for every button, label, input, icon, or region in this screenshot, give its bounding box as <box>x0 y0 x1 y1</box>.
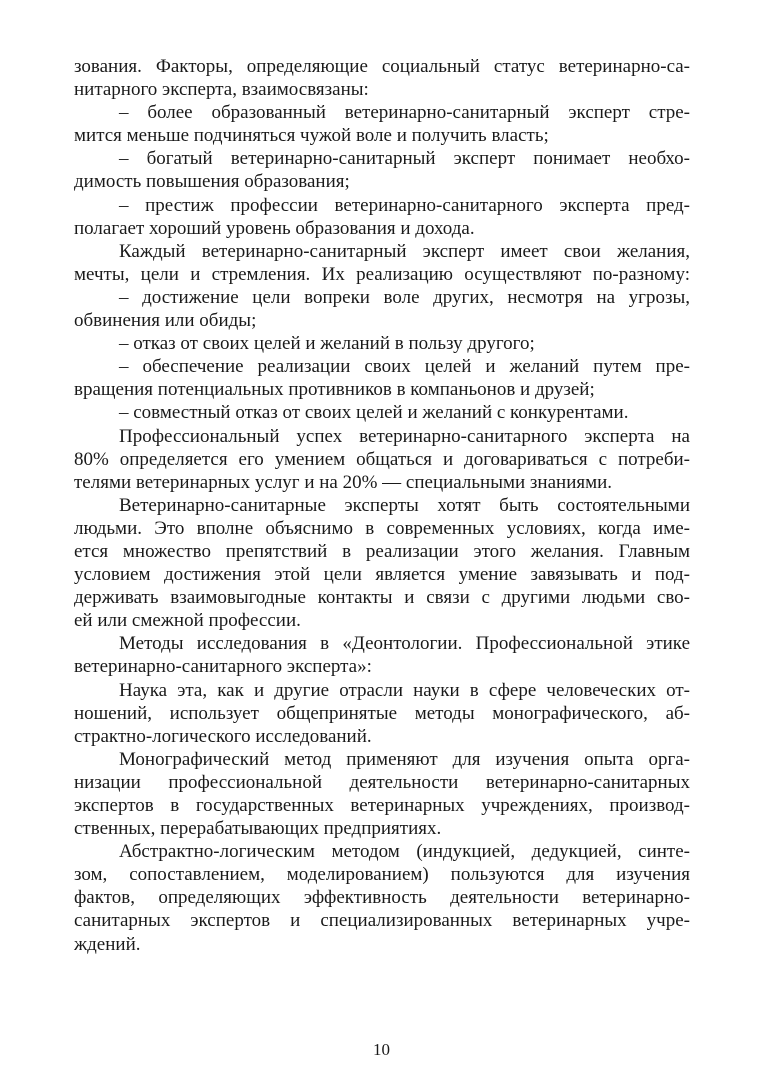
text-line: мится меньше подчиняться чужой воле и получить власть; <box>74 125 549 147</box>
text-line: ветеринарно-санитарного эксперта»: <box>74 656 372 678</box>
text-line: – совместный отказ от своих целей и желаний с конкурентами. <box>119 402 629 424</box>
text-line: ждений. <box>74 933 141 955</box>
text-line: условием достижения этой цели является умение завязывать и под- <box>74 564 690 586</box>
text-line: Профессиональный успех ветеринарно-санитарного эксперта на <box>119 425 690 447</box>
text-line: зования. Факторы, определяющие социальный статус ветеринарно-са- <box>74 56 690 77</box>
text-line: – более образованный ветеринарно-санитарный эксперт стре- <box>119 102 690 124</box>
text-line: Монографический метод применяют для изучения опыта орга- <box>119 748 690 770</box>
text-line: мечты, цели и стремления. Их реализацию осуществляют по-разному: <box>74 263 690 285</box>
text-line: экспертов в государственных ветеринарных учреждениях, производ- <box>74 795 690 816</box>
text-line: Методы исследования в «Деонтологии. Профессиональной этике <box>119 633 690 655</box>
text-line: ношений, использует общепринятые методы монографического, аб- <box>74 702 690 724</box>
text-line: зом, сопоставлением, моделированием) пользуются для изучения <box>74 864 690 886</box>
text-line: полагает хороший уровень образования и дохода. <box>74 217 475 239</box>
text-line: ется множество препятствий в реализации этого желания. Главным <box>74 540 690 562</box>
text-line: телями ветеринарных услуг и на 20% — специальными знаниями. <box>74 471 613 493</box>
text-line: 80% определяется его умением общаться и договариваться с потреби- <box>74 448 690 470</box>
text-line: нитарного эксперта, взаимосвязаны: <box>74 79 369 101</box>
body-text <box>74 55 690 956</box>
text-line: димость повышения образования; <box>74 171 350 193</box>
text-line: вращения потенциальных противников в компаньонов и друзей; <box>74 379 595 401</box>
text-line: обвинения или обиды; <box>74 310 257 332</box>
text-line: – престиж профессии ветеринарно-санитарного эксперта пред- <box>119 194 690 216</box>
text-line: Наука эта, как и другие отрасли науки в сфере человеческих от- <box>119 679 690 701</box>
text-line: – обеспечение реализации своих целей и желаний путем пре- <box>119 356 690 378</box>
text-line: – отказ от своих целей и желаний в пользу другого; <box>119 333 535 355</box>
page-number: 10 <box>373 1040 390 1059</box>
text-line: фактов, определяющих эффективность деятельности ветеринарно- <box>74 887 690 909</box>
text-line: людьми. Это вполне объяснимо в современных условиях, когда име- <box>74 517 690 539</box>
text-line: Абстрактно-логическим методом (индукцией, дедукцией, синте- <box>119 841 690 863</box>
text-line: санитарных экспертов и специализированных ветеринарных учре- <box>74 910 690 932</box>
text-line: ственных, перерабатывающих предприятиях. <box>74 818 442 840</box>
text-line: – богатый ветеринарно-санитарный эксперт понимает необхо- <box>119 148 690 170</box>
text-line: низации профессиональной деятельности ветеринарно-санитарных <box>74 771 690 793</box>
text-line: ей или смежной профессии. <box>74 610 301 632</box>
text-line: Каждый ветеринарно-санитарный эксперт имеет свои желания, <box>119 240 690 262</box>
text-line: держивать взаимовыгодные контакты и связи с другими людьми сво- <box>74 587 690 609</box>
text-line: страктно-логического исследований. <box>74 725 372 747</box>
text-line: Ветеринарно-санитарные эксперты хотят быть состоятельными <box>119 494 690 516</box>
text-line: – достижение цели вопреки воле других, несмотря на угрозы, <box>119 286 690 308</box>
